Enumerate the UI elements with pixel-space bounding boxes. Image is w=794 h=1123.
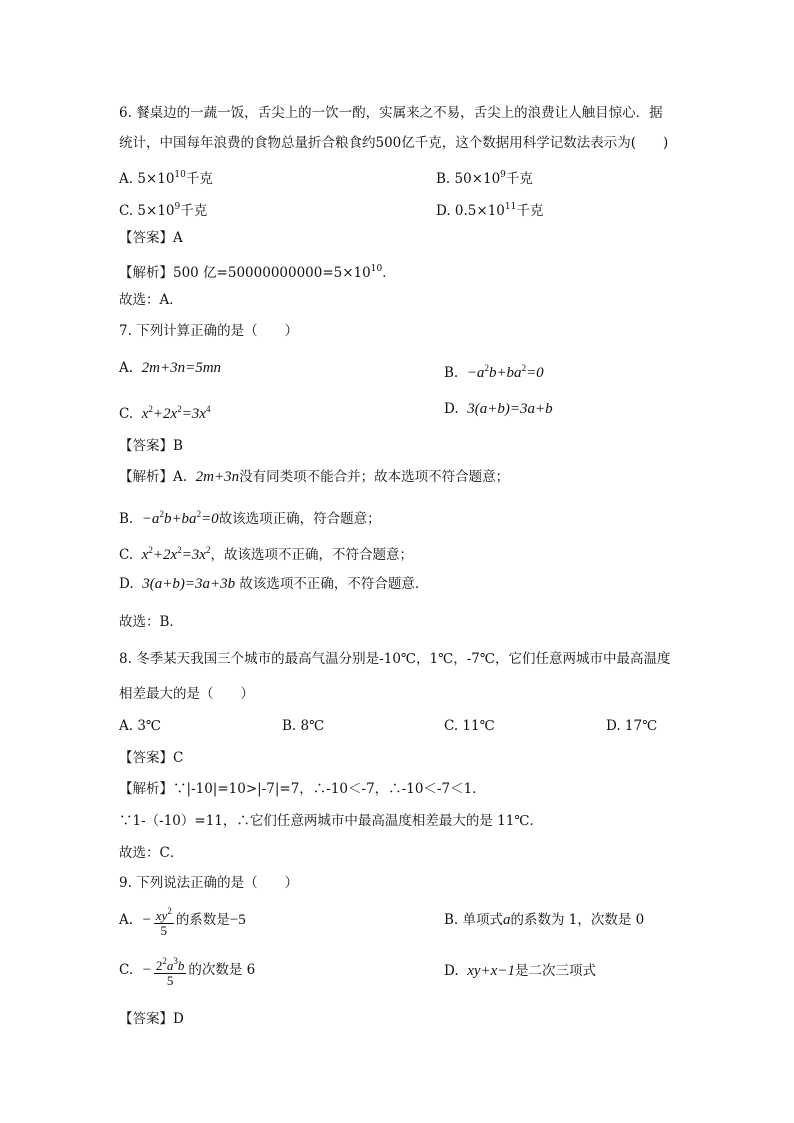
q6-option-b: B. $50\times 10^9$千克 [436,170,533,187]
q8-stem-line2: 相差最大的是（ ） [119,686,254,702]
q7-explanation-c: C. $x^2+2x^2=3x^2$，故该选项不正确，不符合题意； [119,545,413,563]
q8-answer: 【答案】C [119,750,184,766]
q8-explanation-2: ∵1-（-10）=11，∴它们任意两城市中最高温度相差最大的是 11℃． [119,813,543,829]
q6-stem-line1: 6. 餐桌边的一蔬一饭，舌尖上的一饮一酌，实属来之不易，舌尖上的浪费让人触目惊心．据 [119,105,663,121]
q6-explanation: 【解析】500 亿$=50000000000=5\times 10^{10}$． [119,264,396,281]
q9-option-b: B. 单项式a的系数为 1，次数是 0 [444,912,645,928]
q7-option-d: D. 3(a+b)=3a+b [444,401,553,417]
q6-option-c: C. $5\times 10^9$千克 [119,202,208,219]
q8-explanation-1: 【解析】∵|-10|=10>|-7|=7，∴-10＜-7，∴-10＜-7＜1． [119,781,486,797]
q7-explanation-a: 【解析】A. 2m+3n没有同类项不能合并；故本选项不符合题意； [119,469,510,485]
q7-stem: 7. 下列计算正确的是（ ） [119,323,299,339]
q6-option-d: D. $0.5\times 10^{11}$千克 [436,202,544,219]
q9-option-d: D. xy+x−1是二次三项式 [444,963,596,979]
q7-option-a: A. 2m+3n=5mn [119,360,222,376]
q7-answer: 【答案】B [119,438,183,454]
q6-stem-line2: 统计，中国每年浪费的食物总量折合粮食约500亿千克，这个数据用科学记数法表示为( ) [119,135,669,151]
q9-answer: 【答案】D [119,1011,184,1027]
q6-conclusion: 故选：A． [119,292,183,308]
q8-option-c: C. 11℃ [444,718,495,734]
q9-option-c: C. − $\frac{2^2a^3b}{5}$ 的次数是 6 [119,955,256,988]
q6-answer: 【答案】A [119,230,183,246]
q7-explanation-b: B. $-a^2b+ba^2=0$故该选项正确，符合题意； [119,509,381,527]
q7-explanation-d: D. 3(a+b)=3a+3b 故该选项不正确，不符合题意. [119,576,420,592]
q6-option-a: A. $5\times 10^{10}$千克 [119,170,213,187]
q8-option-d: D. 17℃ [606,718,658,734]
q9-stem: 9. 下列说法正确的是（ ） [119,875,299,891]
q7-option-c: C. $x^2+2x^2=3x^4$ [119,404,211,422]
q8-stem-line1: 8. 冬季某天我国三个城市的最高气温分别是-10℃，1℃，-7℃，它们任意两城市中最高温度 [119,651,671,667]
q9-option-a: A. − $\frac{xy^2}{5}$ 的系数是−5 [119,905,246,938]
q8-option-b: B. 8℃ [282,718,325,734]
q8-option-a: A. 3℃ [119,718,162,734]
q8-conclusion: 故选：C． [119,845,184,861]
q7-conclusion: 故选：B． [119,614,183,630]
q7-option-b: B. $-a^2b+ba^2=0$ [444,363,544,381]
